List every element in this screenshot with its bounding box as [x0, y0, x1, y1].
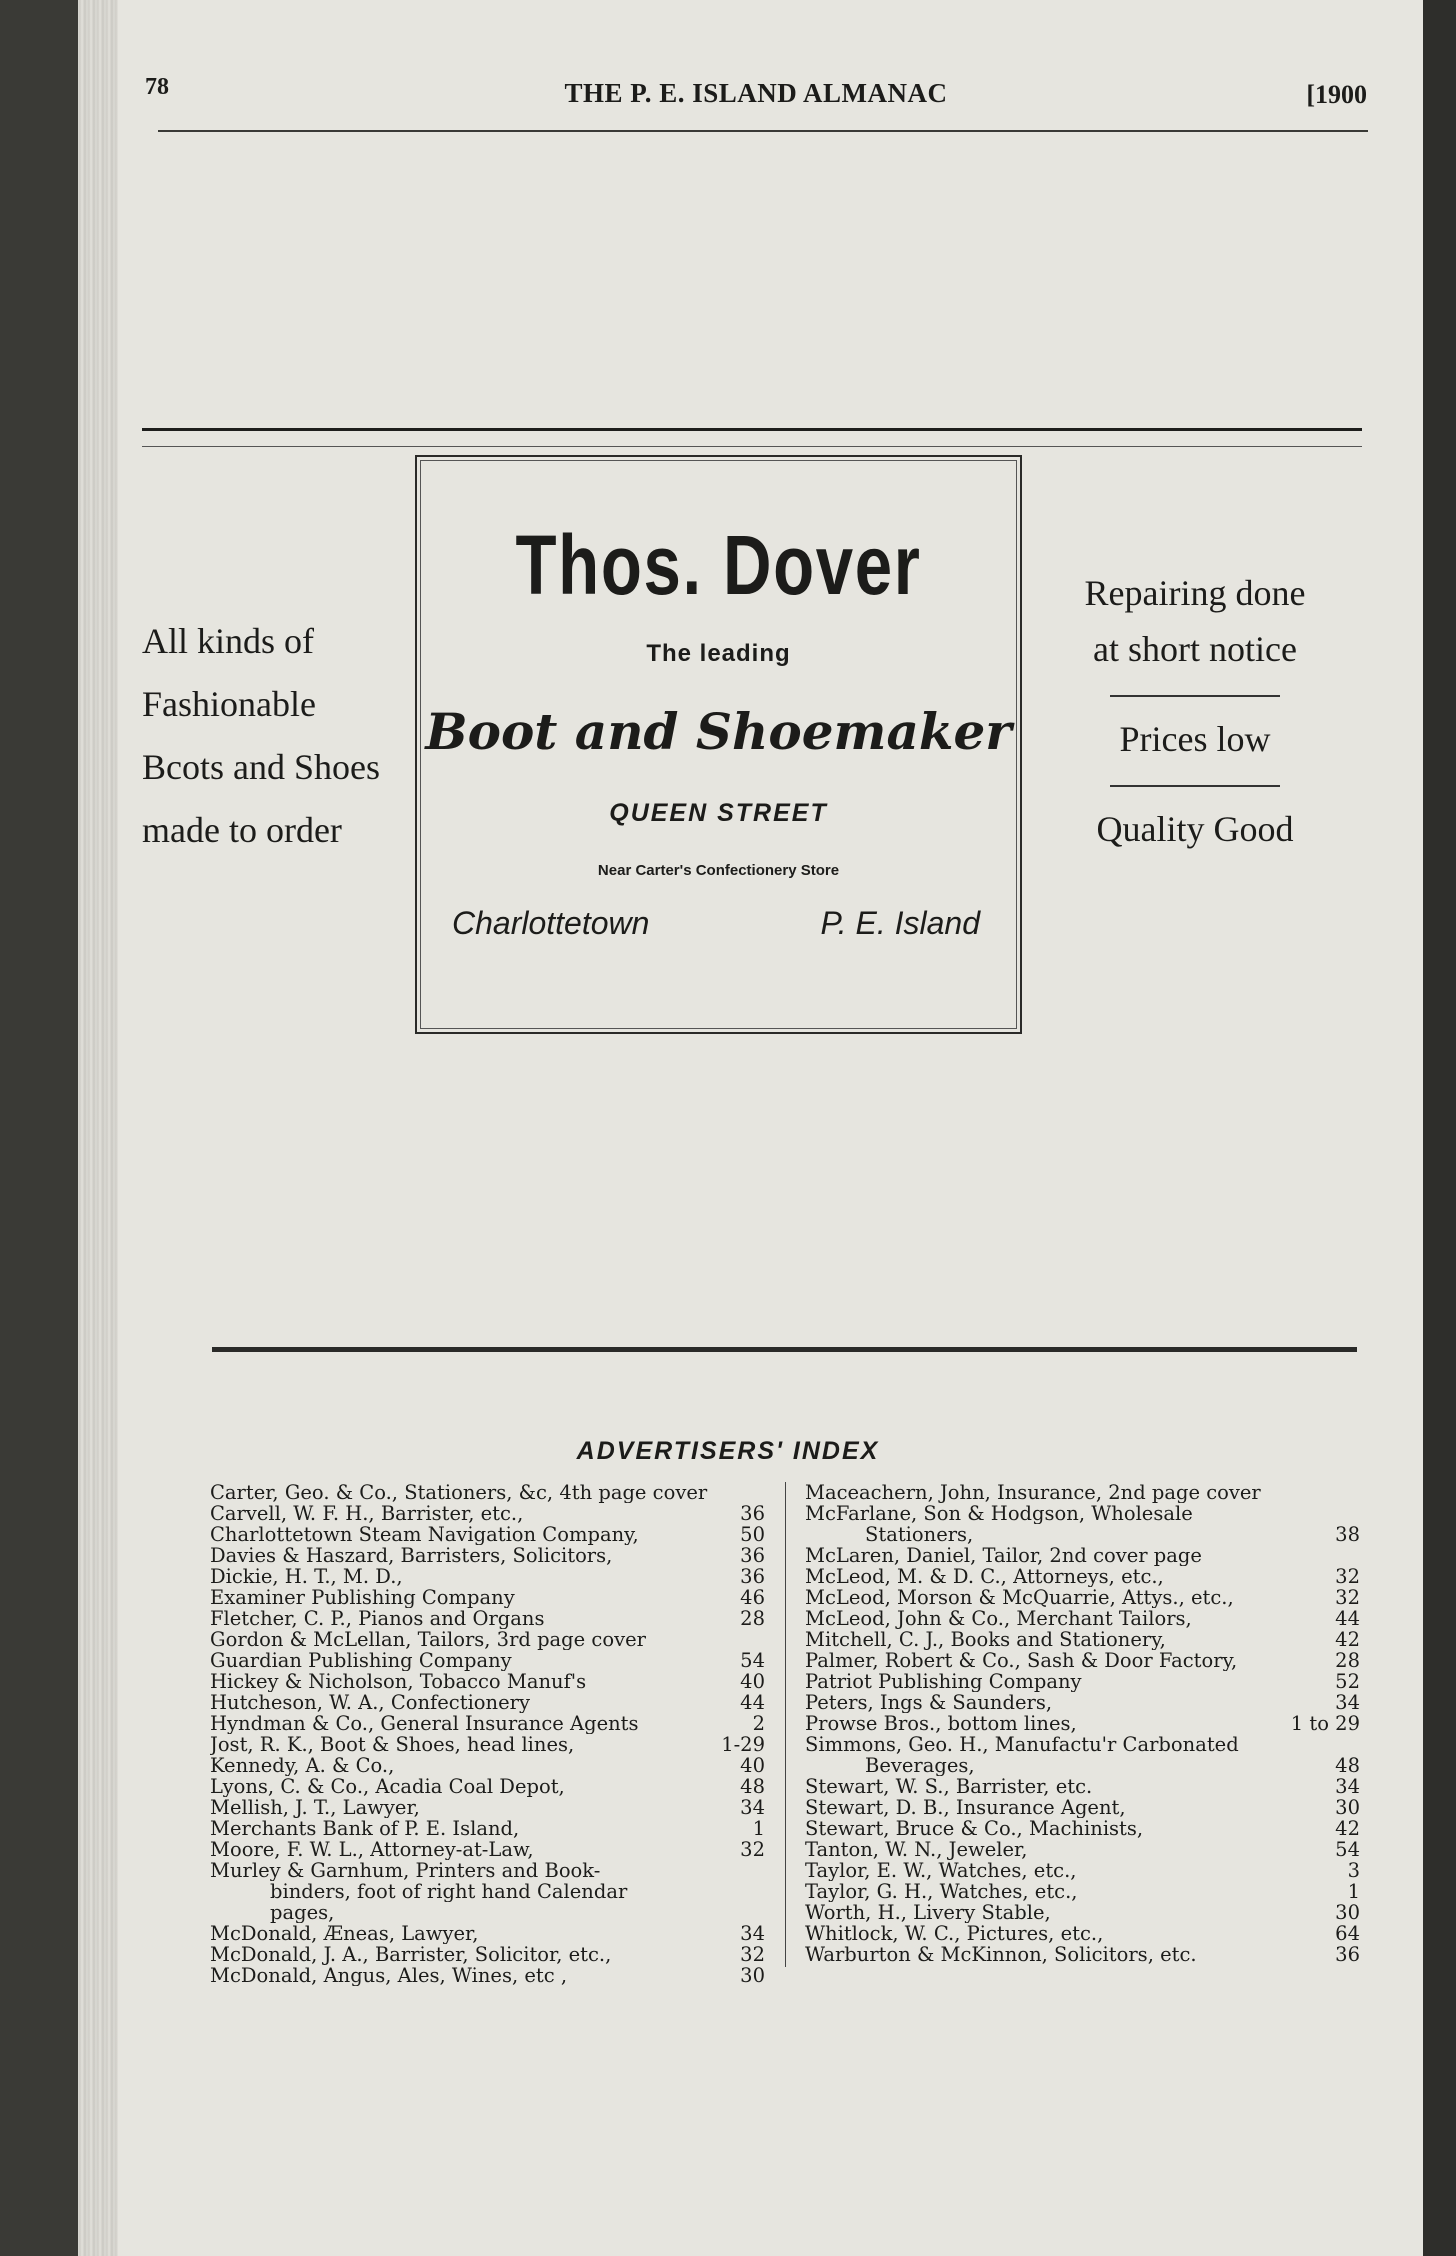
index-entry-page: 32 — [740, 1944, 765, 1965]
index-entry — [210, 1608, 765, 1629]
index-entry-name: Hickey & Nicholson, Tobacco Manuf's — [210, 1671, 587, 1692]
index-entry-page: 48 — [1335, 1755, 1360, 1776]
ad-name: Thos. Dover — [515, 518, 922, 612]
index-entry — [210, 1923, 765, 1944]
index-entry — [805, 1923, 1360, 1944]
index-entry-page: 36 — [740, 1545, 765, 1566]
index-entry — [210, 1713, 765, 1734]
index-entry-page: 44 — [1335, 1608, 1360, 1629]
index-entry-page: 40 — [740, 1671, 765, 1692]
index-entry-name: Guardian Publishing Company — [210, 1650, 512, 1671]
index-entry-page: 54 — [1335, 1839, 1360, 1860]
index-entry — [805, 1776, 1360, 1797]
index-entry-name: Worth, H., Livery Stable, — [805, 1902, 1051, 1923]
index-entry — [805, 1797, 1360, 1818]
index-entry-page — [757, 1482, 765, 1503]
index-entry — [210, 1629, 765, 1650]
ad-right-line: Quality Good — [1096, 809, 1294, 849]
ad-left-line: Bcots and Shoes — [142, 747, 380, 787]
page-title: THE P. E. ISLAND ALMANAC — [564, 78, 948, 108]
index-entry — [805, 1587, 1360, 1608]
index-entry-name: Whitlock, W. C., Pictures, etc., — [805, 1923, 1104, 1944]
index-entry — [210, 1650, 765, 1671]
ad-near: Near Carter's Confectionery Store — [597, 862, 840, 879]
index-entry-name: Taylor, E. W., Watches, etc., — [805, 1860, 1077, 1881]
index-entry-name: Stationers, — [865, 1524, 974, 1545]
index-entry-page: 36 — [1335, 1944, 1360, 1965]
index-entry — [210, 1776, 765, 1797]
index-entry-name: Gordon & McLellan, Tailors, 3rd page cover — [210, 1629, 646, 1650]
index-entry-page: 32 — [1335, 1587, 1360, 1608]
index-right-column — [805, 1482, 1360, 1965]
ad-province: P. E. Island — [820, 905, 980, 941]
index-entry-page: 36 — [740, 1503, 765, 1524]
index-entry-page — [757, 1860, 765, 1881]
page-header — [145, 74, 1367, 124]
page-shadow — [1423, 0, 1456, 2256]
index-entry-name: Dickie, H. T., M. D., — [210, 1566, 403, 1587]
index-entry-page: 34 — [740, 1797, 765, 1818]
index-entry — [210, 1965, 765, 1986]
index-entry-page: 28 — [740, 1608, 765, 1629]
ad-divider — [1110, 785, 1280, 787]
ad-right-line: Repairing done — [1084, 573, 1306, 613]
index-entry-page: 50 — [740, 1524, 765, 1545]
index-entry-page: 32 — [1335, 1566, 1360, 1587]
index-entry-name: Mellish, J. T., Lawyer, — [210, 1797, 420, 1818]
index-entry-name: Palmer, Robert & Co., Sash & Door Factory, — [805, 1650, 1238, 1671]
index-entry — [805, 1650, 1360, 1671]
index-entry-name: Carvell, W. F. H., Barrister, etc., — [210, 1503, 524, 1524]
index-entry-page: 1 — [1347, 1881, 1360, 1902]
index-entry-name: McLeod, Morson & McQuarrie, Attys., etc., — [805, 1587, 1234, 1608]
index-entry-page: 1-29 — [721, 1734, 765, 1755]
index-entry-name: McDonald, Angus, Ales, Wines, etc , — [210, 1965, 568, 1986]
index-entry — [805, 1671, 1360, 1692]
ad-box — [415, 455, 1022, 1034]
index-entry — [805, 1545, 1360, 1566]
index-entry-name: McLaren, Daniel, Tailor, 2nd cover page — [805, 1545, 1202, 1566]
index-entry-name: Peters, Ings & Saunders, — [805, 1692, 1053, 1713]
page-edge — [78, 0, 118, 2256]
index-entry — [805, 1713, 1360, 1734]
index-entry — [210, 1818, 765, 1839]
header-rule — [158, 130, 1368, 132]
index-entry-page: 1 — [752, 1818, 765, 1839]
index-entry-name: McDonald, Æneas, Lawyer, — [210, 1923, 479, 1944]
index-entry-name: Stewart, Bruce & Co., Machinists, — [805, 1818, 1144, 1839]
index-entry-page: 42 — [1335, 1818, 1360, 1839]
index-entry-page: 46 — [740, 1587, 765, 1608]
index-entry-page — [757, 1629, 765, 1650]
index-entry-page: 64 — [1335, 1923, 1360, 1944]
index-entry-name: Stewart, W. S., Barrister, etc. — [805, 1776, 1093, 1797]
index-entry-name: Charlottetown Steam Navigation Company, — [210, 1524, 639, 1545]
index-entry — [805, 1860, 1360, 1881]
index-entry — [210, 1692, 765, 1713]
ad-trade: Boot and Shoemaker — [425, 702, 1012, 761]
index-entry — [210, 1944, 765, 1965]
index-entry-name: Hutcheson, W. A., Confectionery — [210, 1692, 530, 1713]
index-entry-page: 44 — [740, 1692, 765, 1713]
index-entry — [210, 1881, 765, 1902]
index-entry — [805, 1755, 1360, 1776]
index-entry-page — [1352, 1734, 1360, 1755]
index-entry-name: McLeod, M. & D. C., Attorneys, etc., — [805, 1566, 1164, 1587]
index-entry-name: Maceachern, John, Insurance, 2nd page cover — [805, 1482, 1261, 1503]
ad-right-column — [1030, 565, 1360, 857]
index-entry — [805, 1608, 1360, 1629]
index-entry-name: Fletcher, C. P., Pianos and Organs — [210, 1608, 545, 1629]
index-entry — [210, 1839, 765, 1860]
index-entry-name: Simmons, Geo. H., Manufactu'r Carbonated — [805, 1734, 1239, 1755]
index-entry-page — [1352, 1482, 1360, 1503]
ad-city: Charlottetown — [452, 905, 650, 941]
index-entry-page — [1352, 1545, 1360, 1566]
index-entry-page: 42 — [1335, 1629, 1360, 1650]
index-entry-name: Merchants Bank of P. E. Island, — [210, 1818, 520, 1839]
index-entry-page — [757, 1881, 765, 1902]
ad-left-line: made to order — [142, 810, 342, 850]
index-entry — [805, 1629, 1360, 1650]
ad-right-line: Prices low — [1119, 719, 1271, 759]
index-entry-name: Warburton & McKinnon, Solicitors, etc. — [805, 1944, 1197, 1965]
index-entry-page: 36 — [740, 1566, 765, 1587]
index-entry — [805, 1818, 1360, 1839]
index-entry-page: 34 — [1335, 1692, 1360, 1713]
ad-top-rule-thin — [142, 446, 1362, 447]
index-entry-name: Tanton, W. N., Jeweler, — [805, 1839, 1028, 1860]
index-entry — [210, 1797, 765, 1818]
index-entry — [210, 1503, 765, 1524]
index-entry — [210, 1566, 765, 1587]
ad-left-line: Fashionable — [142, 684, 316, 724]
index-entry-name: McDonald, J. A., Barrister, Solicitor, etc., — [210, 1944, 612, 1965]
page-number: 78 — [145, 74, 169, 100]
index-entry-name: Patriot Publishing Company — [805, 1671, 1082, 1692]
index-entry-name: Davies & Haszard, Barristers, Solicitors, — [210, 1545, 613, 1566]
index-entry-name: Lyons, C. & Co., Acadia Coal Depot, — [210, 1776, 565, 1797]
index-entry-name: Kennedy, A. & Co., — [210, 1755, 395, 1776]
page-year: [1900 — [1306, 80, 1367, 109]
index-entry-name: Moore, F. W. L., Attorney-at-Law, — [210, 1839, 534, 1860]
section-rule — [212, 1347, 1357, 1352]
index-entry-page: 34 — [740, 1923, 765, 1944]
index-entry-page: 48 — [740, 1776, 765, 1797]
index-entry-name: Murley & Garnhum, Printers and Book- — [210, 1860, 601, 1881]
index-entry-page: 28 — [1335, 1650, 1360, 1671]
index-entry-name: Stewart, D. B., Insurance Agent, — [805, 1797, 1126, 1818]
ad-right-line: at short notice — [1093, 629, 1297, 669]
index-entry-page: 30 — [740, 1965, 765, 1986]
ad-leading: The leading — [646, 640, 791, 667]
index-entry — [805, 1839, 1360, 1860]
index-entry-name: Examiner Publishing Company — [210, 1587, 515, 1608]
index-entry-page: 40 — [740, 1755, 765, 1776]
index-entry-name: Mitchell, C. J., Books and Stationery, — [805, 1629, 1166, 1650]
index-entry — [210, 1734, 765, 1755]
index-entry — [805, 1944, 1360, 1965]
index-entry-page: 52 — [1335, 1671, 1360, 1692]
ad-left-column — [142, 610, 412, 862]
index-entry-name: Prowse Bros., bottom lines, — [805, 1713, 1077, 1734]
index-entry — [210, 1902, 765, 1923]
ad-divider — [1110, 695, 1280, 697]
index-entry-name: Beverages, — [865, 1755, 975, 1776]
index-entry-page — [1352, 1503, 1360, 1524]
index-entry — [210, 1860, 765, 1881]
index-entry — [210, 1482, 765, 1503]
index-entry — [805, 1482, 1360, 1503]
index-entry — [805, 1503, 1360, 1524]
index-entry — [210, 1524, 765, 1545]
index-entry-page: 54 — [740, 1650, 765, 1671]
ad-left-line: All kinds of — [142, 621, 315, 661]
index-entry-name: Hyndman & Co., General Insurance Agents — [210, 1713, 639, 1734]
index-entry-name: McLeod, John & Co., Merchant Tailors, — [805, 1608, 1192, 1629]
index-entry-name: Taylor, G. H., Watches, etc., — [805, 1881, 1078, 1902]
index-entry-name: McFarlane, Son & Hodgson, Wholesale — [805, 1503, 1193, 1524]
index-title: ADVERTISERS' INDEX — [576, 1437, 880, 1465]
index-entry-page: 30 — [1335, 1902, 1360, 1923]
index-entry — [210, 1671, 765, 1692]
index-entry-name: binders, foot of right hand Calendar — [270, 1881, 628, 1902]
index-entry-page: 32 — [740, 1839, 765, 1860]
index-entry — [210, 1755, 765, 1776]
index-entry-page: 30 — [1335, 1797, 1360, 1818]
index-column-separator — [785, 1482, 786, 1967]
index-left-column — [210, 1482, 765, 1986]
index-entry — [805, 1734, 1360, 1755]
index-entry-page: 3 — [1347, 1860, 1360, 1881]
index-entry — [210, 1587, 765, 1608]
index-entry-name: pages, — [270, 1902, 335, 1923]
index-entry-name: Carter, Geo. & Co., Stationers, &c, 4th page cover — [210, 1482, 708, 1503]
index-entry — [210, 1545, 765, 1566]
index-entry-page: 1 to 29 — [1290, 1713, 1360, 1734]
index-entry-name: Jost, R. K., Boot & Shoes, head lines, — [210, 1734, 575, 1755]
index-entry — [805, 1566, 1360, 1587]
index-entry — [805, 1881, 1360, 1902]
index-entry-page — [757, 1902, 765, 1923]
ad-top-rule — [142, 428, 1362, 431]
index-entry-page: 38 — [1335, 1524, 1360, 1545]
index-entry — [805, 1902, 1360, 1923]
index-entry — [805, 1524, 1360, 1545]
index-entry-page: 34 — [1335, 1776, 1360, 1797]
ad-street: QUEEN STREET — [609, 799, 828, 827]
index-entry — [805, 1692, 1360, 1713]
index-entry-page: 2 — [752, 1713, 765, 1734]
